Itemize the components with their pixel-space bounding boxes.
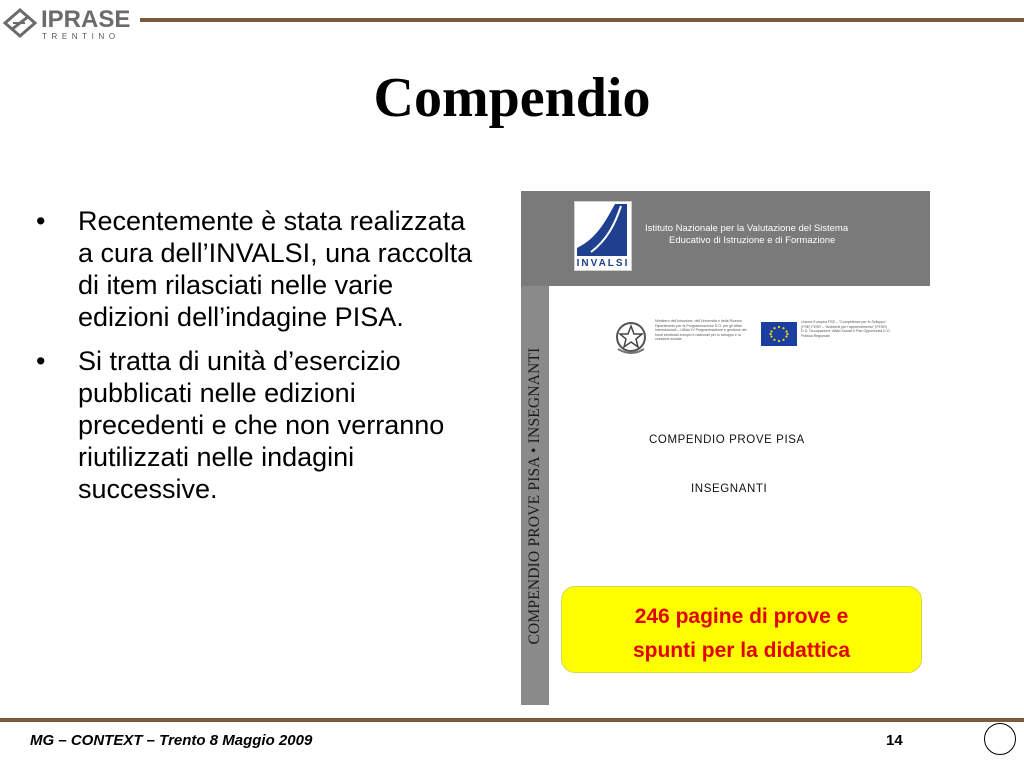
bullet-item: [36, 205, 476, 333]
bullet-marker: •: [36, 206, 46, 236]
bullet-marker: •: [36, 346, 46, 376]
footer-rule: [0, 718, 1024, 722]
cover-title: COMPENDIO PROVE PISA: [649, 434, 805, 446]
spine-text: COMPENDIO PROVE PISA • INSEGNANTI: [526, 347, 543, 645]
callout-line1: 246 pagine di prove e: [634, 605, 849, 628]
invalsi-logo: [574, 201, 632, 271]
iprase-logo: [3, 6, 131, 41]
cover-spine: [521, 286, 549, 705]
header-rule: [140, 18, 1024, 22]
eu-text: Unione Europea FSE – “Competenze per lo Sviluppo” (FSE) FESR – “Ambienti per l’apprendimento” (FESR) D.G. Occupazione, Affari Sociali e Pari Opportunità D.G. Politica Regionale: [801, 320, 891, 338]
callout-box: [561, 586, 922, 673]
cover-subtitle: INSEGNANTI: [691, 483, 768, 495]
cover-header-band: [521, 191, 930, 286]
iprase-logo-icon: [3, 8, 37, 38]
page-number: 14: [886, 732, 903, 749]
institute-name: [645, 223, 905, 247]
slide-title: Compendio: [373, 67, 651, 129]
bullet-item: [36, 345, 476, 505]
institute-name-line1: Istituto Nazionale per la Valutazione del Sistema: [645, 223, 849, 234]
eu-flag-icon: [761, 322, 797, 346]
ministry-text: Ministero dell’Istruzione, dell’Università e della Ricerca Dipartimento per la Programmazione D.G. per gli Affari Internazionali – Ufficio IV Programmazione e gestione dei fondi strutturali europei e nazionali per lo sviluppo e la coesione sociale: [655, 319, 747, 342]
bullet-text: Si tratta di unità d’esercizio pubblicati nelle edizioni precedenti e che non verranno riutilizzati nelle indagini successive.: [78, 346, 445, 504]
bullet-text: Recentemente è stata realizzata a cura dell’INVALSI, una raccolta di item rilasciati nelle varie edizioni dell’indagine PISA.: [78, 206, 473, 332]
institute-name-line2: Educativo di Istruzione e di Formazione: [669, 235, 836, 246]
logo-subtitle: TRENTINO: [42, 32, 120, 41]
footer-circle-icon: [984, 723, 1016, 755]
footer-text: MG – CONTEXT – Trento 8 Maggio 2009: [30, 732, 313, 749]
invalsi-logo-word: INVALSI: [576, 258, 630, 269]
callout-line2: spunti per la didattica: [632, 639, 851, 662]
logo-name: IPRASE: [41, 6, 131, 33]
bullet-list: [36, 205, 476, 517]
italian-republic-emblem-icon: [613, 317, 649, 357]
invalsi-logo-icon: [575, 202, 631, 258]
